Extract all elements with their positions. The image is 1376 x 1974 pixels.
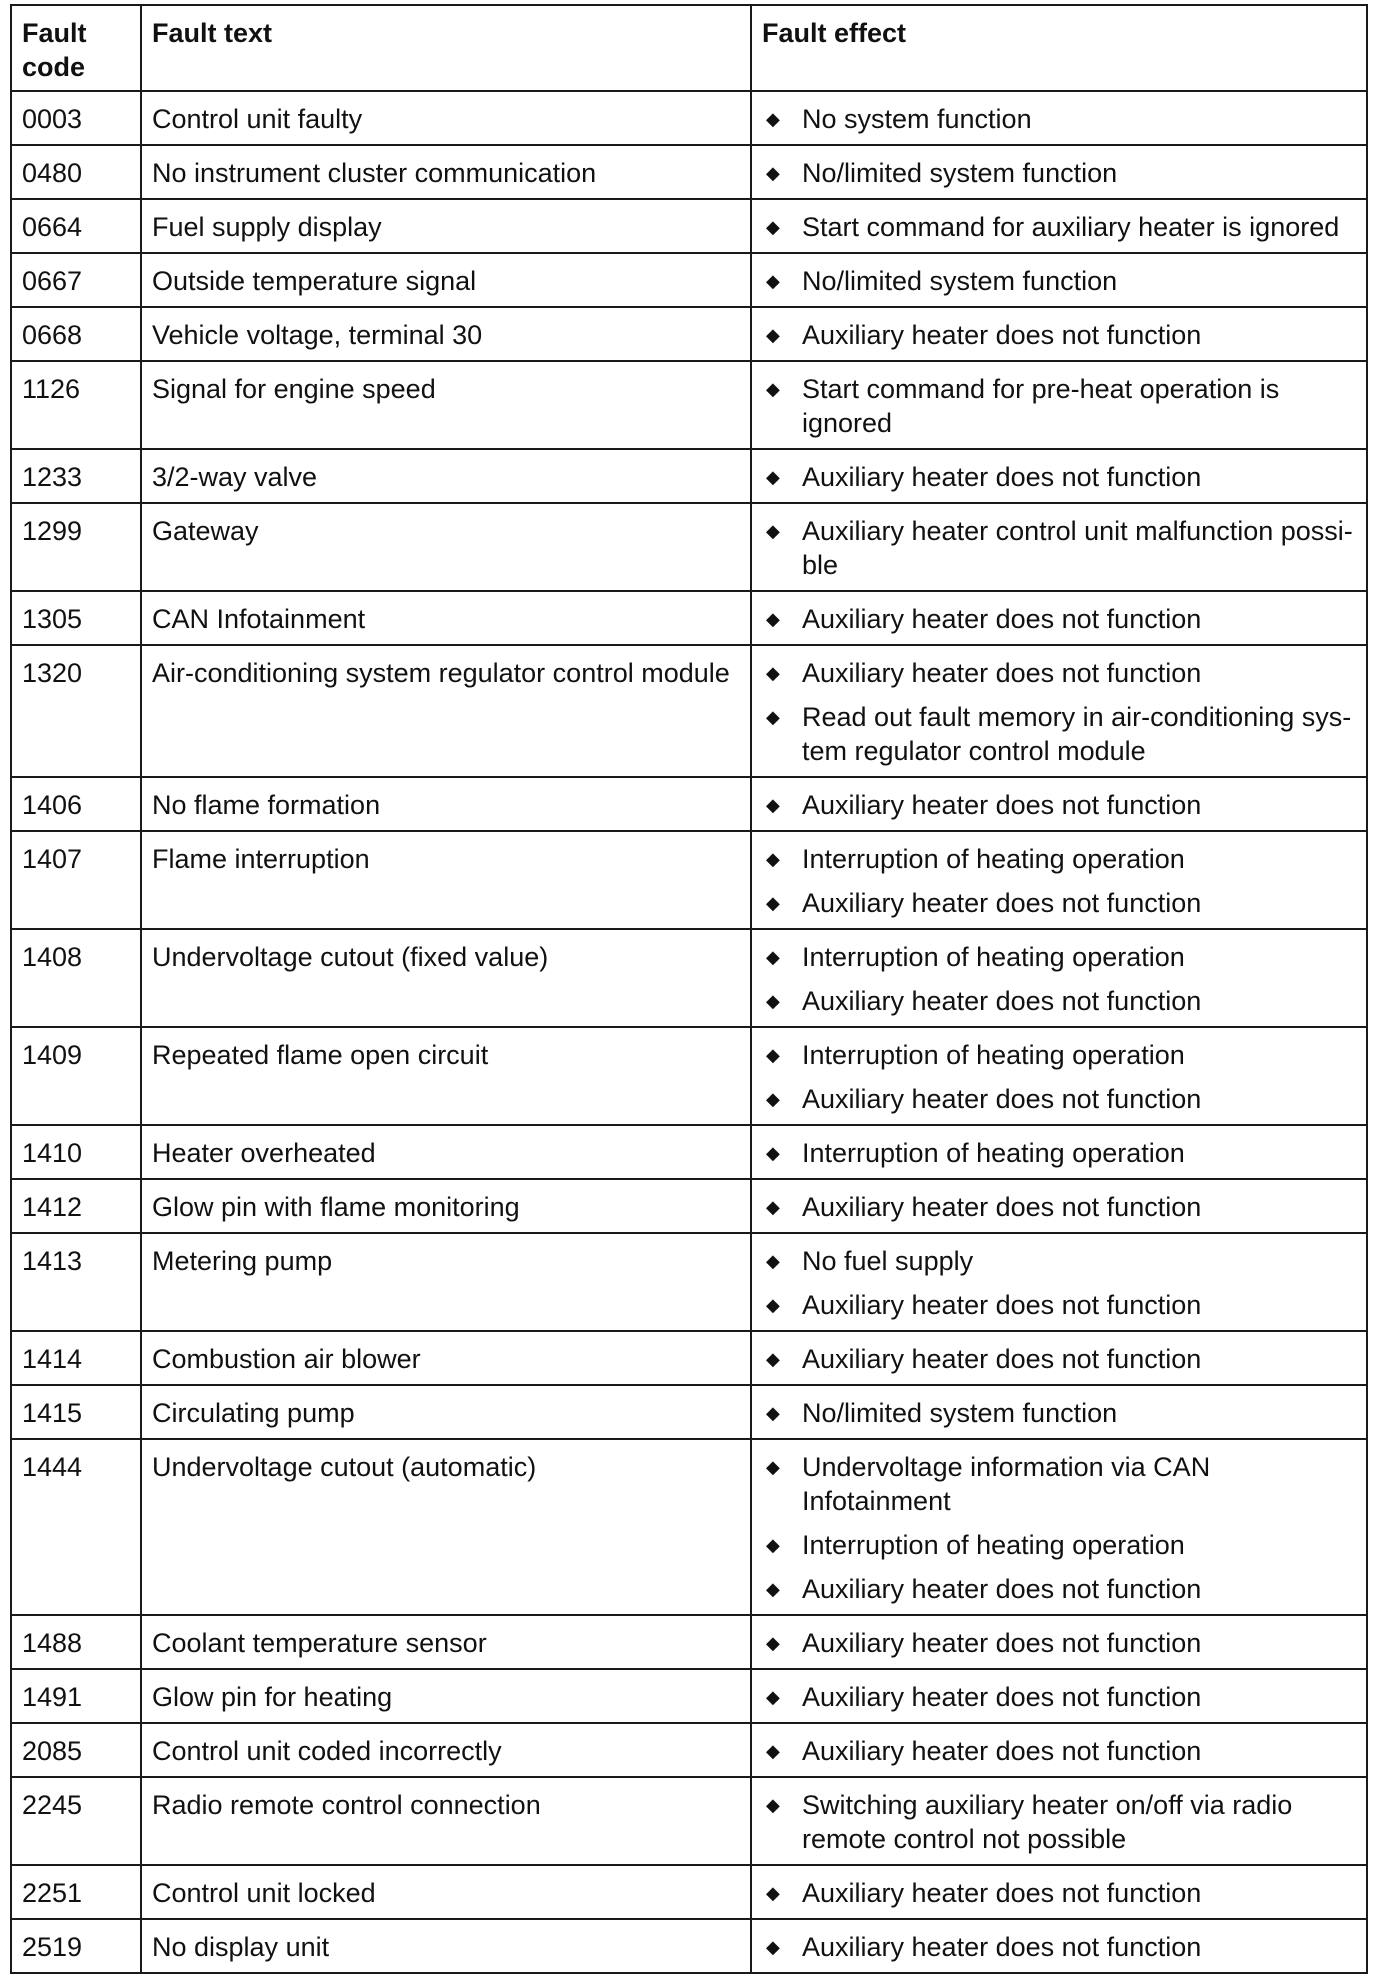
table-row <box>11 307 1367 361</box>
table-row <box>11 199 1367 253</box>
fault-effect-item <box>762 1082 1356 1116</box>
fault-effect-text: Start command for auxiliary heater is ignored <box>802 212 1340 242</box>
table-row <box>11 503 1367 591</box>
header-fault-code: Fault code <box>11 5 141 91</box>
fault-effect-text: Auxiliary heater does not function <box>802 1344 1202 1374</box>
fault-effect-text: Auxiliary heater does not function <box>802 1878 1202 1908</box>
diamond-bullet-icon: ◆ <box>766 849 780 869</box>
fault-effect-text: Auxiliary heater does not function <box>802 462 1202 492</box>
table-row <box>11 449 1367 503</box>
fault-effect-list <box>762 264 1356 298</box>
fault-code-cell: 1233 <box>11 449 141 503</box>
fault-effect-item <box>762 1244 1356 1278</box>
fault-effect-item <box>762 1288 1356 1322</box>
fault-effect-cell <box>751 1027 1367 1125</box>
diamond-bullet-icon: ◆ <box>766 1143 780 1163</box>
fault-effect-cell <box>751 361 1367 449</box>
fault-text-cell: CAN Infotainment <box>141 591 751 645</box>
fault-effect-item <box>762 1930 1356 1964</box>
fault-code-cell: 1409 <box>11 1027 141 1125</box>
fault-effect-text: Auxiliary heater does not function <box>802 888 1202 918</box>
header-row <box>11 5 1367 91</box>
fault-text-cell: Signal for engine speed <box>141 361 751 449</box>
fault-effect-cell <box>751 1179 1367 1233</box>
fault-effect-text: Read out fault memory in air-conditioning sys-tem regulator control module <box>802 702 1352 766</box>
fault-effect-text: Auxiliary heater does not function <box>802 604 1202 634</box>
fault-code-cell: 1407 <box>11 831 141 929</box>
fault-text-cell: Repeated flame open circuit <box>141 1027 751 1125</box>
header-fault-text: Fault text <box>141 5 751 91</box>
diamond-bullet-icon: ◆ <box>766 1295 780 1315</box>
table-row <box>11 145 1367 199</box>
diamond-bullet-icon: ◆ <box>766 271 780 291</box>
fault-effect-item <box>762 460 1356 494</box>
table-row <box>11 1385 1367 1439</box>
fault-code-cell: 1410 <box>11 1125 141 1179</box>
fault-code-cell: 0664 <box>11 199 141 253</box>
fault-effect-text: Auxiliary heater does not function <box>802 790 1202 820</box>
fault-effect-cell <box>751 307 1367 361</box>
fault-effect-text: Interruption of heating operation <box>802 1138 1185 1168</box>
fault-effect-item <box>762 1876 1356 1910</box>
fault-effect-item <box>762 788 1356 822</box>
fault-effect-item <box>762 1734 1356 1768</box>
table-row <box>11 591 1367 645</box>
fault-effect-item <box>762 318 1356 352</box>
fault-code-cell: 1488 <box>11 1615 141 1669</box>
diamond-bullet-icon: ◆ <box>766 991 780 1011</box>
fault-text-cell: Combustion air blower <box>141 1331 751 1385</box>
fault-effect-list <box>762 1450 1356 1606</box>
fault-text-cell: Glow pin with flame monitoring <box>141 1179 751 1233</box>
fault-effect-text: Auxiliary heater control unit malfunction possi-ble <box>802 516 1353 580</box>
table-row <box>11 361 1367 449</box>
fault-effect-text: No/limited system function <box>802 266 1118 296</box>
diamond-bullet-icon: ◆ <box>766 1937 780 1957</box>
diamond-bullet-icon: ◆ <box>766 893 780 913</box>
fault-code-cell: 0480 <box>11 145 141 199</box>
table-row <box>11 645 1367 777</box>
fault-effect-cell <box>751 1865 1367 1919</box>
fault-effect-item <box>762 940 1356 974</box>
diamond-bullet-icon: ◆ <box>766 325 780 345</box>
fault-effect-list <box>762 940 1356 1018</box>
fault-code-cell: 1414 <box>11 1331 141 1385</box>
fault-effect-item <box>762 1572 1356 1606</box>
fault-effect-cell <box>751 591 1367 645</box>
fault-text-cell: Undervoltage cutout (automatic) <box>141 1439 751 1615</box>
fault-effect-text: Auxiliary heater does not function <box>802 320 1202 350</box>
fault-effect-cell <box>751 1331 1367 1385</box>
fault-effect-item <box>762 372 1356 440</box>
fault-effect-item <box>762 514 1356 582</box>
table-row <box>11 929 1367 1027</box>
fault-code-cell: 1320 <box>11 645 141 777</box>
table-row <box>11 1233 1367 1331</box>
fault-code-cell: 1413 <box>11 1233 141 1331</box>
diamond-bullet-icon: ◆ <box>766 1197 780 1217</box>
fault-code-cell: 1299 <box>11 503 141 591</box>
fault-text-cell: Metering pump <box>141 1233 751 1331</box>
fault-effect-item <box>762 264 1356 298</box>
fault-effect-list <box>762 1930 1356 1964</box>
diamond-bullet-icon: ◆ <box>766 1687 780 1707</box>
fault-effect-text: Auxiliary heater does not function <box>802 1628 1202 1658</box>
fault-effect-cell <box>751 777 1367 831</box>
fault-text-cell: No instrument cluster communication <box>141 145 751 199</box>
diamond-bullet-icon: ◆ <box>766 1633 780 1653</box>
fault-effect-item <box>762 156 1356 190</box>
fault-effect-item <box>762 1190 1356 1224</box>
diamond-bullet-icon: ◆ <box>766 1251 780 1271</box>
fault-effect-cell <box>751 929 1367 1027</box>
fault-effect-text: Interruption of heating operation <box>802 844 1185 874</box>
table-row <box>11 831 1367 929</box>
fault-code-table <box>10 4 1368 1974</box>
fault-effect-cell <box>751 1919 1367 1973</box>
fault-effect-list <box>762 1342 1356 1376</box>
fault-effect-text: Auxiliary heater does not function <box>802 658 1202 688</box>
fault-effect-list <box>762 1680 1356 1714</box>
fault-code-cell: 1406 <box>11 777 141 831</box>
fault-effect-cell <box>751 199 1367 253</box>
fault-effect-cell <box>751 1669 1367 1723</box>
fault-text-cell: Air-conditioning system regulator control module <box>141 645 751 777</box>
fault-code-cell: 0003 <box>11 91 141 145</box>
diamond-bullet-icon: ◆ <box>766 379 780 399</box>
diamond-bullet-icon: ◆ <box>766 1883 780 1903</box>
diamond-bullet-icon: ◆ <box>766 947 780 967</box>
fault-code-cell: 2519 <box>11 1919 141 1973</box>
diamond-bullet-icon: ◆ <box>766 163 780 183</box>
diamond-bullet-icon: ◆ <box>766 1403 780 1423</box>
diamond-bullet-icon: ◆ <box>766 1535 780 1555</box>
diamond-bullet-icon: ◆ <box>766 1457 780 1477</box>
fault-effect-text: Auxiliary heater does not function <box>802 1290 1202 1320</box>
fault-effect-list <box>762 1244 1356 1322</box>
fault-effect-text: No fuel supply <box>802 1246 974 1276</box>
table-row <box>11 91 1367 145</box>
fault-effect-list <box>762 460 1356 494</box>
fault-text-cell: No flame formation <box>141 777 751 831</box>
fault-code-cell: 1408 <box>11 929 141 1027</box>
fault-effect-text: No system function <box>802 104 1032 134</box>
fault-effect-cell <box>751 1233 1367 1331</box>
fault-effect-list <box>762 788 1356 822</box>
fault-effect-text: Interruption of heating operation <box>802 1040 1185 1070</box>
fault-code-cell: 2085 <box>11 1723 141 1777</box>
fault-effect-item <box>762 602 1356 636</box>
fault-effect-text: Auxiliary heater does not function <box>802 986 1202 1016</box>
fault-effect-text: Auxiliary heater does not function <box>802 1736 1202 1766</box>
fault-effect-item <box>762 700 1356 768</box>
fault-effect-item <box>762 210 1356 244</box>
fault-text-cell: Undervoltage cutout (fixed value) <box>141 929 751 1027</box>
fault-code-cell: 1444 <box>11 1439 141 1615</box>
diamond-bullet-icon: ◆ <box>766 521 780 541</box>
fault-effect-text: No/limited system function <box>802 158 1118 188</box>
fault-effect-cell <box>751 831 1367 929</box>
fault-text-cell: Coolant temperature sensor <box>141 1615 751 1669</box>
fault-effect-text: Start command for pre-heat operation is ignored <box>802 374 1280 438</box>
fault-text-cell: Gateway <box>141 503 751 591</box>
fault-effect-item <box>762 984 1356 1018</box>
fault-effect-text: Auxiliary heater does not function <box>802 1192 1202 1222</box>
fault-text-cell: No display unit <box>141 1919 751 1973</box>
diamond-bullet-icon: ◆ <box>766 609 780 629</box>
fault-effect-list <box>762 1136 1356 1170</box>
fault-effect-list <box>762 1038 1356 1116</box>
fault-effect-list <box>762 842 1356 920</box>
fault-effect-cell <box>751 1723 1367 1777</box>
fault-text-cell: Fuel supply display <box>141 199 751 253</box>
table-row <box>11 1865 1367 1919</box>
diamond-bullet-icon: ◆ <box>766 1045 780 1065</box>
fault-text-cell: Vehicle voltage, terminal 30 <box>141 307 751 361</box>
fault-effect-item <box>762 842 1356 876</box>
diamond-bullet-icon: ◆ <box>766 1579 780 1599</box>
fault-text-cell: Outside temperature signal <box>141 253 751 307</box>
fault-effect-text: Auxiliary heater does not function <box>802 1574 1202 1604</box>
fault-effect-cell <box>751 1439 1367 1615</box>
fault-effect-list <box>762 1876 1356 1910</box>
fault-effect-text: Auxiliary heater does not function <box>802 1084 1202 1114</box>
fault-effect-item <box>762 1626 1356 1660</box>
fault-effect-list <box>762 318 1356 352</box>
fault-effect-cell <box>751 449 1367 503</box>
diamond-bullet-icon: ◆ <box>766 707 780 727</box>
fault-text-cell: Heater overheated <box>141 1125 751 1179</box>
diamond-bullet-icon: ◆ <box>766 217 780 237</box>
fault-effect-text: Undervoltage information via CAN Infotainment <box>802 1452 1211 1516</box>
fault-effect-text: Interruption of heating operation <box>802 942 1185 972</box>
fault-effect-cell <box>751 1615 1367 1669</box>
fault-effect-item <box>762 1450 1356 1518</box>
fault-effect-item <box>762 102 1356 136</box>
fault-effect-item <box>762 1342 1356 1376</box>
fault-code-cell: 1491 <box>11 1669 141 1723</box>
fault-effect-item <box>762 1136 1356 1170</box>
diamond-bullet-icon: ◆ <box>766 467 780 487</box>
fault-text-cell: 3/2-way valve <box>141 449 751 503</box>
fault-text-cell: Control unit coded incorrectly <box>141 1723 751 1777</box>
fault-effect-item <box>762 886 1356 920</box>
fault-text-cell: Circulating pump <box>141 1385 751 1439</box>
fault-text-cell: Control unit locked <box>141 1865 751 1919</box>
fault-effect-text: Auxiliary heater does not function <box>802 1932 1202 1962</box>
diamond-bullet-icon: ◆ <box>766 1741 780 1761</box>
fault-code-cell: 1305 <box>11 591 141 645</box>
fault-effect-list <box>762 1190 1356 1224</box>
fault-effect-cell <box>751 1777 1367 1865</box>
fault-effect-list <box>762 514 1356 582</box>
fault-rows <box>11 91 1367 1973</box>
table-row <box>11 1723 1367 1777</box>
fault-effect-list <box>762 1626 1356 1660</box>
fault-text-cell: Glow pin for heating <box>141 1669 751 1723</box>
fault-effect-list <box>762 156 1356 190</box>
table-row <box>11 1331 1367 1385</box>
diamond-bullet-icon: ◆ <box>766 1349 780 1369</box>
fault-effect-cell <box>751 1385 1367 1439</box>
fault-effect-cell <box>751 503 1367 591</box>
fault-effect-list <box>762 102 1356 136</box>
fault-effect-item <box>762 1038 1356 1072</box>
fault-text-cell: Radio remote control connection <box>141 1777 751 1865</box>
fault-effect-list <box>762 656 1356 768</box>
table-row <box>11 1919 1367 1973</box>
diamond-bullet-icon: ◆ <box>766 1089 780 1109</box>
table-row <box>11 1179 1367 1233</box>
diamond-bullet-icon: ◆ <box>766 663 780 683</box>
table-row <box>11 1615 1367 1669</box>
fault-code-cell: 0668 <box>11 307 141 361</box>
fault-effect-cell <box>751 1125 1367 1179</box>
fault-effect-cell <box>751 645 1367 777</box>
fault-effect-text: Switching auxiliary heater on/off via radio remote control not possible <box>802 1790 1293 1854</box>
fault-effect-list <box>762 1734 1356 1768</box>
table-row <box>11 1439 1367 1615</box>
table-row <box>11 1027 1367 1125</box>
fault-code-cell: 0667 <box>11 253 141 307</box>
header-fault-effect: Fault effect <box>751 5 1367 91</box>
fault-text-cell: Flame interruption <box>141 831 751 929</box>
fault-effect-item <box>762 1528 1356 1562</box>
fault-effect-list <box>762 210 1356 244</box>
fault-effect-text: Interruption of heating operation <box>802 1530 1185 1560</box>
diamond-bullet-icon: ◆ <box>766 1795 780 1815</box>
fault-text-cell: Control unit faulty <box>141 91 751 145</box>
table-row <box>11 253 1367 307</box>
fault-code-cell: 2251 <box>11 1865 141 1919</box>
table-row <box>11 1125 1367 1179</box>
fault-effect-list <box>762 602 1356 636</box>
table-row <box>11 777 1367 831</box>
fault-code-cell: 1126 <box>11 361 141 449</box>
fault-effect-text: Auxiliary heater does not function <box>802 1682 1202 1712</box>
fault-effect-text: No/limited system function <box>802 1398 1118 1428</box>
diamond-bullet-icon: ◆ <box>766 795 780 815</box>
fault-effect-item <box>762 1396 1356 1430</box>
fault-effect-list <box>762 372 1356 440</box>
fault-code-cell: 1415 <box>11 1385 141 1439</box>
fault-effect-cell <box>751 145 1367 199</box>
table-row <box>11 1669 1367 1723</box>
fault-effect-cell <box>751 91 1367 145</box>
table-row <box>11 1777 1367 1865</box>
fault-effect-cell <box>751 253 1367 307</box>
fault-code-cell: 1412 <box>11 1179 141 1233</box>
fault-code-cell: 2245 <box>11 1777 141 1865</box>
fault-effect-list <box>762 1396 1356 1430</box>
diamond-bullet-icon: ◆ <box>766 109 780 129</box>
fault-effect-item <box>762 1680 1356 1714</box>
fault-effect-item <box>762 656 1356 690</box>
